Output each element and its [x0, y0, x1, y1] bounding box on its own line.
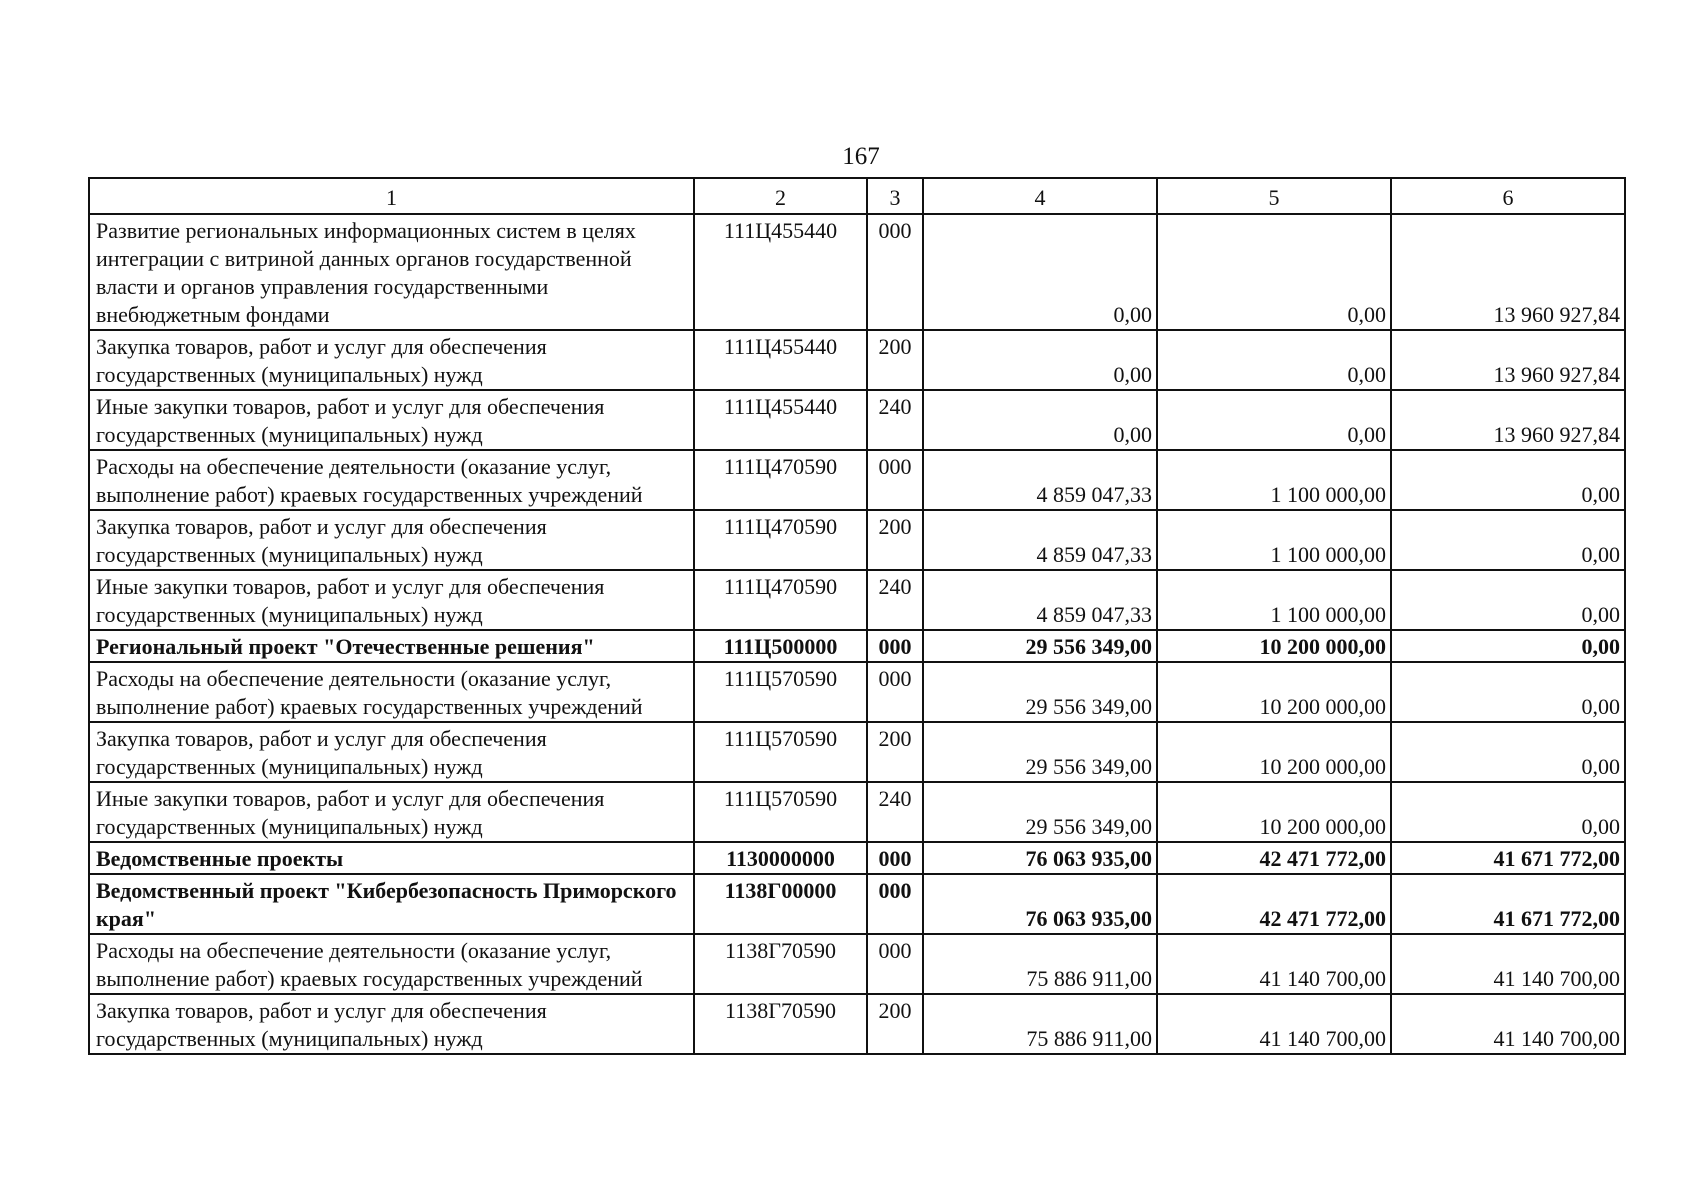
- row-code-cell: 111Ц470590: [694, 450, 867, 510]
- row-code-cell: 111Ц470590: [694, 570, 867, 630]
- row-value-col4: 29 556 349,00: [923, 662, 1157, 722]
- row-name-cell: Иные закупки товаров, работ и услуг для обеспечения государственных (муниципальных) нужд: [89, 390, 694, 450]
- table-row: [89, 390, 1625, 450]
- row-value-col4: 0,00: [923, 214, 1157, 330]
- table-row: [89, 994, 1625, 1054]
- row-value-col5: 10 200 000,00: [1157, 630, 1391, 662]
- table-row: [89, 874, 1625, 934]
- row-name-cell: Ведомственные проекты: [89, 842, 694, 874]
- row-type-cell: 000: [867, 842, 923, 874]
- row-value-col4: 4 859 047,33: [923, 570, 1157, 630]
- row-name-cell: Расходы на обеспечение деятельности (оказание услуг, выполнение работ) краевых государственных учреждений: [89, 662, 694, 722]
- row-name-cell: Ведомственный проект "Кибербезопасность Приморского края": [89, 874, 694, 934]
- row-code-cell: 111Ц570590: [694, 722, 867, 782]
- row-name-cell: Расходы на обеспечение деятельности (оказание услуг, выполнение работ) краевых государственных учреждений: [89, 450, 694, 510]
- row-type-cell: 240: [867, 782, 923, 842]
- budget-table: [88, 177, 1626, 1055]
- row-value-col5: 0,00: [1157, 214, 1391, 330]
- column-header-3: 3: [867, 178, 923, 214]
- row-name-cell: Закупка товаров, работ и услуг для обеспечения государственных (муниципальных) нужд: [89, 994, 694, 1054]
- row-code-cell: 111Ц570590: [694, 662, 867, 722]
- table-row: [89, 722, 1625, 782]
- row-value-col6: 13 960 927,84: [1391, 214, 1625, 330]
- row-code-cell: 1138Г00000: [694, 874, 867, 934]
- row-name-cell: Развитие региональных информационных систем в целях интеграции с витриной данных органов государственной власти и органов управления государственными внебюджетным фондами: [89, 214, 694, 330]
- row-value-col5: 1 100 000,00: [1157, 450, 1391, 510]
- table-header-row: [89, 178, 1625, 214]
- row-type-cell: 000: [867, 450, 923, 510]
- row-code-cell: 1138Г70590: [694, 994, 867, 1054]
- column-header-1: 1: [89, 178, 694, 214]
- row-code-cell: 111Ц455440: [694, 330, 867, 390]
- row-value-col5: 41 140 700,00: [1157, 994, 1391, 1054]
- row-type-cell: 200: [867, 994, 923, 1054]
- row-value-col6: 13 960 927,84: [1391, 330, 1625, 390]
- row-code-cell: 111Ц500000: [694, 630, 867, 662]
- row-value-col6: 0,00: [1391, 510, 1625, 570]
- row-type-cell: 240: [867, 570, 923, 630]
- row-name-cell: Иные закупки товаров, работ и услуг для обеспечения государственных (муниципальных) нужд: [89, 782, 694, 842]
- row-value-col6: 0,00: [1391, 722, 1625, 782]
- table-row: [89, 450, 1625, 510]
- row-type-cell: 000: [867, 662, 923, 722]
- row-type-cell: 200: [867, 722, 923, 782]
- row-value-col5: 10 200 000,00: [1157, 722, 1391, 782]
- row-type-cell: 240: [867, 390, 923, 450]
- table-row: [89, 630, 1625, 662]
- row-code-cell: 111Ц570590: [694, 782, 867, 842]
- row-name-cell: Закупка товаров, работ и услуг для обеспечения государственных (муниципальных) нужд: [89, 330, 694, 390]
- row-value-col4: 29 556 349,00: [923, 630, 1157, 662]
- row-value-col6: 0,00: [1391, 662, 1625, 722]
- row-name-cell: Расходы на обеспечение деятельности (оказание услуг, выполнение работ) краевых государственных учреждений: [89, 934, 694, 994]
- row-value-col6: 0,00: [1391, 630, 1625, 662]
- row-value-col5: 41 140 700,00: [1157, 934, 1391, 994]
- row-type-cell: 000: [867, 630, 923, 662]
- row-value-col6: 0,00: [1391, 450, 1625, 510]
- row-name-cell: Иные закупки товаров, работ и услуг для обеспечения государственных (муниципальных) нужд: [89, 570, 694, 630]
- row-value-col6: 13 960 927,84: [1391, 390, 1625, 450]
- row-value-col6: 0,00: [1391, 570, 1625, 630]
- row-value-col6: 41 140 700,00: [1391, 934, 1625, 994]
- row-type-cell: 200: [867, 330, 923, 390]
- row-value-col5: 10 200 000,00: [1157, 662, 1391, 722]
- column-header-6: 6: [1391, 178, 1625, 214]
- row-type-cell: 200: [867, 510, 923, 570]
- row-value-col5: 42 471 772,00: [1157, 842, 1391, 874]
- column-header-4: 4: [923, 178, 1157, 214]
- row-value-col4: 0,00: [923, 390, 1157, 450]
- row-value-col6: 41 140 700,00: [1391, 994, 1625, 1054]
- table-row: [89, 570, 1625, 630]
- row-value-col4: 4 859 047,33: [923, 510, 1157, 570]
- table-row: [89, 510, 1625, 570]
- row-type-cell: 000: [867, 214, 923, 330]
- table-row: [89, 842, 1625, 874]
- row-type-cell: 000: [867, 874, 923, 934]
- row-type-cell: 000: [867, 934, 923, 994]
- row-value-col4: 76 063 935,00: [923, 874, 1157, 934]
- row-value-col4: 76 063 935,00: [923, 842, 1157, 874]
- table-row: [89, 662, 1625, 722]
- row-code-cell: 1130000000: [694, 842, 867, 874]
- row-code-cell: 111Ц470590: [694, 510, 867, 570]
- row-value-col4: 75 886 911,00: [923, 934, 1157, 994]
- row-value-col4: 4 859 047,33: [923, 450, 1157, 510]
- table-row: [89, 330, 1625, 390]
- table-row: [89, 782, 1625, 842]
- row-name-cell: Региональный проект "Отечественные решения": [89, 630, 694, 662]
- row-value-col4: 75 886 911,00: [923, 994, 1157, 1054]
- row-code-cell: 111Ц455440: [694, 214, 867, 330]
- table-body: [89, 214, 1625, 1054]
- column-header-2: 2: [694, 178, 867, 214]
- column-header-5: 5: [1157, 178, 1391, 214]
- row-value-col5: 10 200 000,00: [1157, 782, 1391, 842]
- page-number: 167: [842, 143, 880, 170]
- row-value-col4: 29 556 349,00: [923, 782, 1157, 842]
- row-value-col4: 0,00: [923, 330, 1157, 390]
- row-value-col5: 1 100 000,00: [1157, 570, 1391, 630]
- row-value-col4: 29 556 349,00: [923, 722, 1157, 782]
- row-value-col5: 0,00: [1157, 330, 1391, 390]
- row-name-cell: Закупка товаров, работ и услуг для обеспечения государственных (муниципальных) нужд: [89, 722, 694, 782]
- row-value-col6: 41 671 772,00: [1391, 842, 1625, 874]
- row-name-cell: Закупка товаров, работ и услуг для обеспечения государственных (муниципальных) нужд: [89, 510, 694, 570]
- row-value-col6: 0,00: [1391, 782, 1625, 842]
- row-value-col5: 42 471 772,00: [1157, 874, 1391, 934]
- row-value-col6: 41 671 772,00: [1391, 874, 1625, 934]
- row-value-col5: 1 100 000,00: [1157, 510, 1391, 570]
- row-code-cell: 111Ц455440: [694, 390, 867, 450]
- table-row: [89, 934, 1625, 994]
- table-row: [89, 214, 1625, 330]
- row-value-col5: 0,00: [1157, 390, 1391, 450]
- row-code-cell: 1138Г70590: [694, 934, 867, 994]
